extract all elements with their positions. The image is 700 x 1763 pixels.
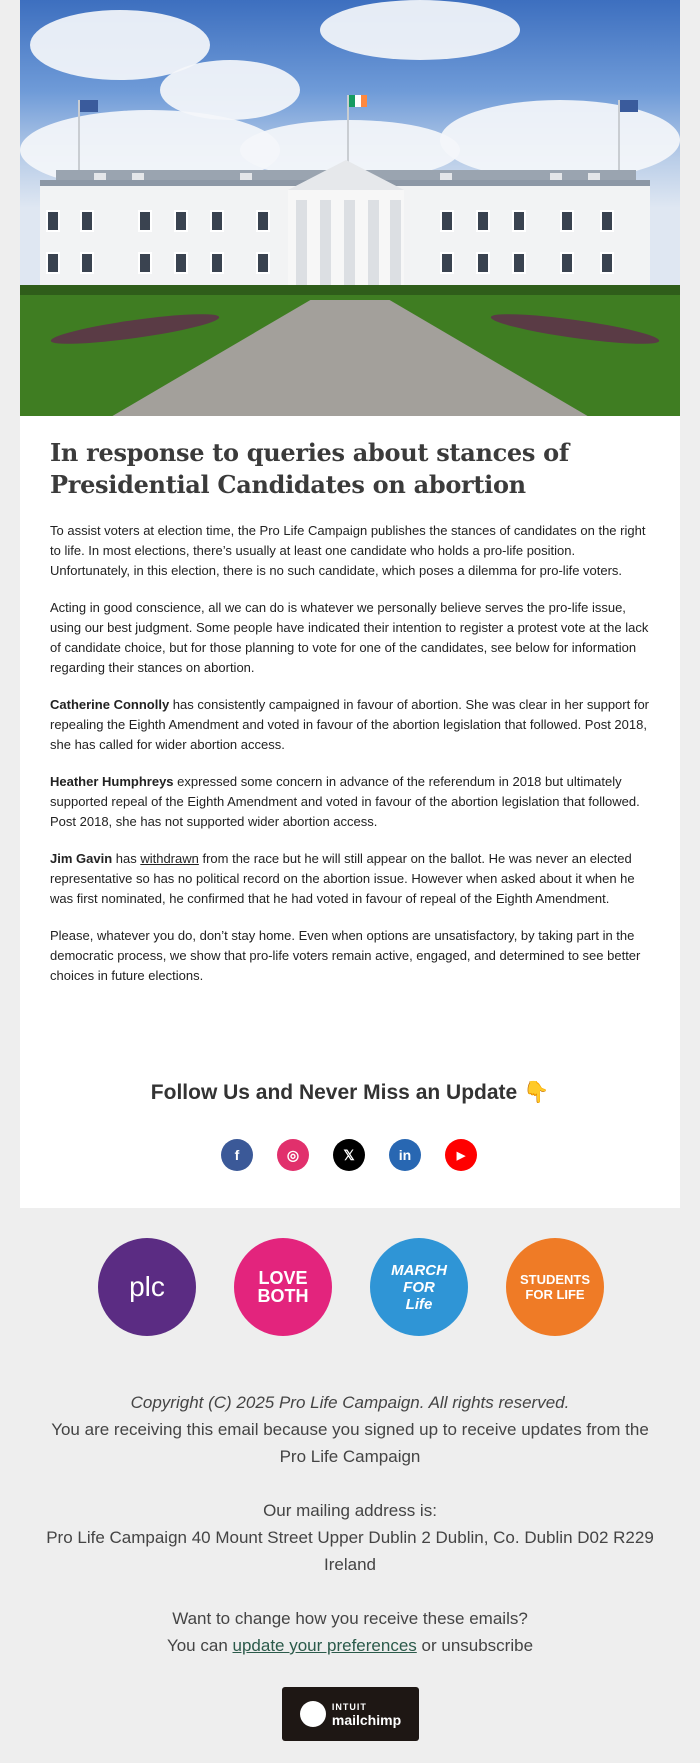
you-can-text: You can xyxy=(166,1636,233,1655)
candidate-name: Catherine Connolly xyxy=(50,697,170,712)
follow-heading: Follow Us and Never Miss an Update 👇 xyxy=(150,1081,550,1104)
social-icons xyxy=(221,1139,477,1171)
candidate-name: Jim Gavin xyxy=(50,851,113,866)
article-body xyxy=(50,437,650,1003)
copyright-text: Copyright (C) 2025 Pro Life Campaign. All rights reserved. xyxy=(130,1393,570,1412)
intro-paragraph: To assist voters at election time, the Pro Life Campaign publishes the stances of candidates on the right to life. In most elections, there’s usually at least one candidate who holds a pro-life position. Unfortunately, in this election, there is no such candidate, which poses a dilemma for pro-life voters. xyxy=(50,523,646,578)
candidate-stance: from the race but he will still appear on the ballot. He was never an elected representative so has no political record on the abortion issue. However when asked about it when he was first nominated, he confirmed that he had voted in favour of repeal of the Eighth Amendment. xyxy=(50,851,635,906)
candidate-stance-prefix: has xyxy=(112,851,141,866)
conscience-paragraph: Acting in good conscience, all we can do is whatever we personally believe serves the pro-life issue, using our best judgment. Some people have indicated their intention to register a protest vote at the lack of candidate choice, but for those planning to vote for one of the candidates, see below for information regarding their stances on abortion. xyxy=(50,600,649,675)
march-for-life-logo[interactable]: MARCH FOR Life xyxy=(370,1238,468,1336)
youtube-icon[interactable]: ▶ xyxy=(445,1139,477,1171)
closing-paragraph: Please, whatever you do, don’t stay home. Even when options are unsatisfactory, by taking part in the democratic process, we show that pro-life voters remain active, engaged, and determined to see better choices in future elections. xyxy=(50,928,641,983)
receiving-text: You are receiving this email because you signed up to receive updates from the Pro Life Campaign xyxy=(51,1420,649,1466)
partner-logos xyxy=(98,1238,604,1336)
update-preferences-link[interactable]: update your preferences xyxy=(232,1636,417,1655)
gavin-paragraph xyxy=(50,849,650,909)
mailchimp-icon xyxy=(300,1701,326,1727)
candidate-stance: has consistently campaigned in favour of abortion. She was clear in her support for repealing the Eighth Amendment and voted in favour of the abortion legislation that followed. Post 2018, she has called for wider abortion access. xyxy=(50,697,650,752)
mailing-label: Our mailing address is: xyxy=(263,1501,437,1520)
humphreys-paragraph xyxy=(50,772,650,832)
footer-preferences xyxy=(40,1605,660,1659)
instagram-icon[interactable]: ◎ xyxy=(277,1139,309,1171)
candidate-stance: expressed some concern in advance of the referendum in 2018 but ultimately supported repeal of the Eighth Amendment and voted in favour of the abortion legislation that followed. Post 2018, she has not supported wider abortion access. xyxy=(50,774,640,829)
mailchimp-badge[interactable] xyxy=(282,1687,419,1741)
footer-legal xyxy=(40,1389,660,1470)
love-both-logo[interactable]: LOVE BOTH xyxy=(234,1238,332,1336)
withdrawn-link[interactable]: withdrawn xyxy=(140,851,199,866)
change-question: Want to change how you receive these emails? xyxy=(172,1609,528,1628)
facebook-icon[interactable]: f xyxy=(221,1139,253,1171)
intuit-text: INTUIT xyxy=(331,1702,367,1712)
x-icon[interactable]: 𝕏 xyxy=(333,1139,365,1171)
mailchimp-text: mailchimp xyxy=(331,1712,402,1728)
linkedin-icon[interactable]: in xyxy=(389,1139,421,1171)
footer xyxy=(40,1389,660,1686)
students-for-life-logo[interactable]: STUDENTS FOR LIFE xyxy=(506,1238,604,1336)
footer-address xyxy=(40,1497,660,1578)
unsubscribe-text[interactable]: or unsubscribe xyxy=(416,1636,534,1655)
email-card xyxy=(20,0,680,1208)
plc-logo[interactable]: plc xyxy=(98,1238,196,1336)
article-title: In response to queries about stances of Presidential Candidates on abortion xyxy=(50,438,569,499)
mailing-address: Pro Life Campaign 40 Mount Street Upper Dublin 2 Dublin, Co. Dublin D02 R229 Ireland xyxy=(46,1528,654,1574)
mailchimp-wordmark xyxy=(332,1700,401,1728)
candidate-name: Heather Humphreys xyxy=(50,774,174,789)
connolly-paragraph xyxy=(50,695,650,755)
hero-image xyxy=(20,0,680,416)
